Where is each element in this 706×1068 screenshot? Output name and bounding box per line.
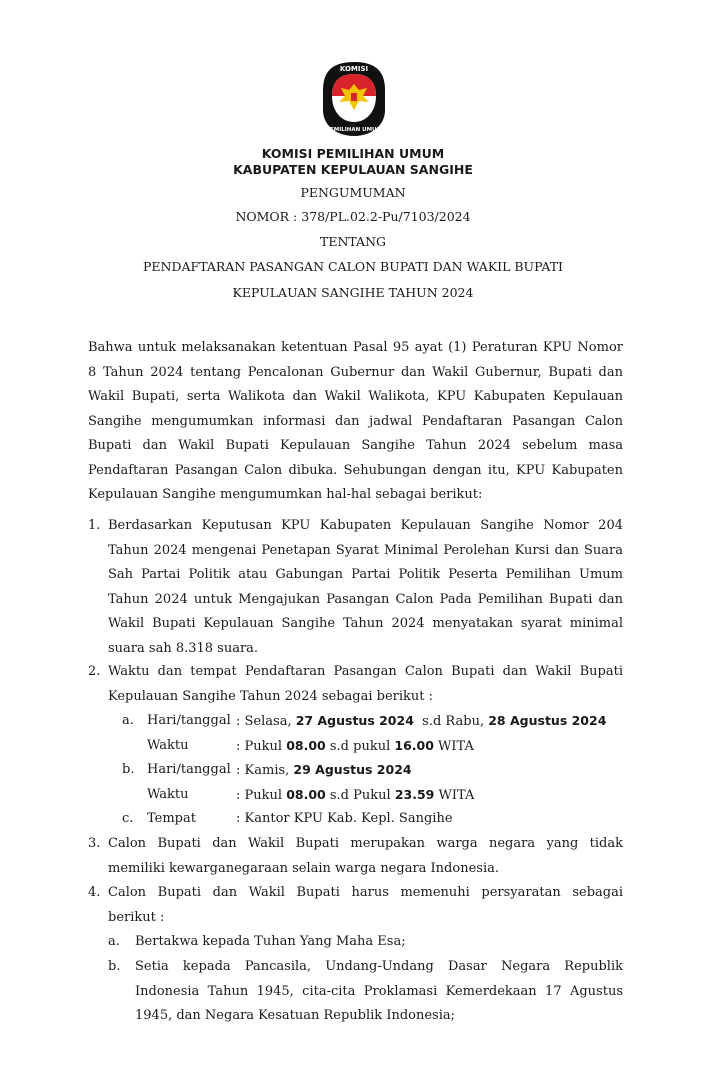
- item-line: Sah Partai Politik atau Gabungan Partai Politik Peserta Pemilihan Umum: [108, 567, 623, 582]
- schedule-time-label: Waktu: [147, 738, 189, 753]
- doc-type: PENGUMUMAN: [300, 185, 406, 200]
- requirement-letter: a.: [108, 934, 120, 949]
- logo-bottom-text: PEMILIHAN UMUM: [325, 127, 383, 133]
- schedule-row-b-date: : Kamis, 29 Agustus 2024: [236, 762, 412, 778]
- schedule-label: Hari/tanggal: [147, 762, 231, 777]
- item-line: Tahun 2024 mengenai Penetapan Syarat Minimal Perolehan Kursi dan Suara: [108, 542, 623, 558]
- doc-number: NOMOR : 378/PL.02.2-Pu/7103/2024: [235, 209, 471, 224]
- item-number: 3.: [88, 836, 101, 851]
- kpu-logo: [319, 60, 389, 138]
- item-number: 2.: [88, 664, 101, 679]
- intro-paragraph: [88, 336, 623, 508]
- item-line: Calon Bupati dan Wakil Bupati harus memenuhi persyaratan sebagai: [108, 885, 623, 900]
- intro-line: Pendaftaran Pasangan Calon dibuka. Sehubungan dengan itu, KPU Kabupaten: [88, 462, 623, 478]
- list-item-4: [108, 881, 623, 930]
- schedule-row-a-time: : Pukul 08.00 s.d pukul 16.00 WITA: [236, 738, 474, 754]
- intro-line: Bahwa untuk melaksanakan ketentuan Pasal 95 ayat (1) Peraturan KPU Nomor: [88, 340, 623, 355]
- list-item-1: [108, 514, 623, 661]
- item-number: 4.: [88, 885, 101, 900]
- schedule-letter: b.: [122, 762, 135, 777]
- requirement-b: [135, 955, 623, 1029]
- doc-subject-line1: PENDAFTARAN PASANGAN CALON BUPATI DAN WAKIL BUPATI: [143, 259, 563, 274]
- logo-top-text: KOMISI: [339, 65, 369, 73]
- list-item-3: [108, 832, 623, 881]
- requirement-a: [135, 930, 623, 955]
- schedule-row-a-date: : Selasa, 27 Agustus 2024 s.d Rabu, 28 Agustus 2024: [236, 713, 607, 729]
- intro-line: Bupati dan Wakil Bupati Kepulauan Sangihe Tahun 2024 sebelum masa: [88, 438, 623, 453]
- item-line: Tahun 2024 untuk Mengajukan Pasangan Calon Pada Pemilihan Bupati dan: [108, 591, 623, 607]
- org-name-line1: KOMISI PEMILIHAN UMUM: [261, 146, 445, 161]
- requirement-letter: b.: [108, 959, 121, 974]
- item-line: Calon Bupati dan Wakil Bupati merupakan warga negara yang tidak: [108, 836, 623, 851]
- doc-subject-line2: KEPULAUAN SANGIHE TAHUN 2024: [232, 285, 474, 300]
- item-line: Waktu dan tempat Pendaftaran Pasangan Calon Bupati dan Wakil Bupati: [108, 664, 623, 679]
- requirement-line: Indonesia Tahun 1945, cita-cita Proklamasi Kemerdekaan 17 Agustus: [135, 983, 623, 999]
- item-line: Wakil Bupati Kepulauan Sangihe Tahun 2024 menyatakan syarat minimal: [108, 616, 623, 631]
- doc-about: TENTANG: [319, 234, 386, 249]
- item-line: memiliki kewarganegaraan selain warga negara Indonesia.: [108, 860, 499, 876]
- intro-line: Wakil Bupati, serta Walikota dan Wakil Walikota, KPU Kabupaten Kepulauan: [88, 389, 623, 404]
- item-line: suara sah 8.318 suara.: [108, 640, 259, 656]
- schedule-letter: c.: [122, 811, 134, 826]
- item-line: Kepulauan Sangihe Tahun 2024 sebagai berikut :: [108, 688, 434, 704]
- requirement-line: 1945, dan Negara Kesatuan Republik Indonesia;: [135, 1008, 455, 1023]
- schedule-label: Hari/tanggal: [147, 713, 231, 728]
- intro-line: 8 Tahun 2024 tentang Pencalonan Gubernur dan Wakil Gubernur, Bupati dan: [88, 364, 623, 380]
- schedule-time-label: Waktu: [147, 787, 189, 802]
- item-line: Berdasarkan Keputusan KPU Kabupaten Kepulauan Sangihe Nomor 204: [108, 518, 623, 533]
- requirement-line: Bertakwa kepada Tuhan Yang Maha Esa;: [135, 934, 406, 949]
- item-number: 1.: [88, 518, 101, 533]
- requirement-line: Setia kepada Pancasila, Undang-Undang Dasar Negara Republik: [135, 959, 623, 974]
- intro-line: Sangihe mengumumkan informasi dan jadwal Pendaftaran Pasangan Calon: [88, 413, 623, 429]
- list-item-2: [108, 660, 623, 709]
- schedule-row-b-time: : Pukul 08.00 s.d Pukul 23.59 WITA: [236, 787, 475, 803]
- item-line: berikut :: [108, 909, 165, 925]
- schedule-letter: a.: [122, 713, 134, 728]
- org-name-line2: KABUPATEN KEPULAUAN SANGIHE: [233, 162, 473, 177]
- garuda-emblem-icon: [319, 60, 389, 138]
- intro-line: Kepulauan Sangihe mengumumkan hal-hal sebagai berikut:: [88, 487, 483, 502]
- schedule-label: Tempat: [147, 811, 196, 826]
- schedule-row-c-place: : Kantor KPU Kab. Kepl. Sangihe: [236, 811, 453, 826]
